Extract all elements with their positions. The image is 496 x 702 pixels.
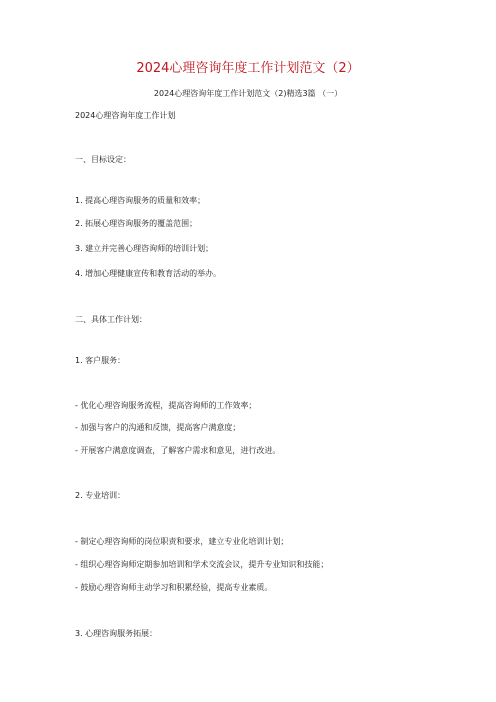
goal-item-2: 2. 拓展心理咨询服务的覆盖范围；: [75, 219, 198, 228]
heading-goals: 一、目标设定：: [75, 155, 131, 164]
training-item-3: - 鼓励心理咨询师主动学习和积累经验，提高专业素质。: [75, 583, 273, 592]
subheading-customer-service: 1. 客户服务：: [75, 356, 126, 365]
document-subtitle: 2024心理咨询年度工作计划范文（2)精选3篇 （一）: [153, 89, 343, 98]
goal-item-4: 4. 增加心理健康宣传和教育活动的举办。: [75, 269, 222, 278]
subheading-training: 2. 专业培训：: [75, 491, 126, 500]
customer-item-3: - 开展客户满意度调查，了解客户需求和意见，进行改进。: [75, 446, 281, 455]
subheading-service-expansion: 3. 心理咨询服务拓展：: [75, 629, 158, 638]
document-title: 2024心理咨询年度工作计划范文（2）: [136, 61, 360, 76]
customer-item-1: - 优化心理咨询服务流程，提高咨询师的工作效率；: [75, 401, 257, 410]
training-item-1: - 制定心理咨询师的岗位职责和要求，建立专业化培训计划；: [75, 537, 289, 546]
goal-item-1: 1. 提高心理咨询服务的质量和效率；: [75, 196, 206, 205]
training-item-2: - 组织心理咨询师定期参加培训和学术交流会议，提升专业知识和技能；: [75, 560, 329, 569]
heading-work-plan: 二、具体工作计划：: [75, 315, 147, 324]
customer-item-2: - 加强与客户的沟通和反馈，提高客户满意度；: [75, 423, 241, 432]
goal-item-3: 3. 建立并完善心理咨询师的培训计划；: [75, 244, 214, 253]
section-heading-plan: 2024心理咨询年度工作计划: [75, 111, 176, 120]
